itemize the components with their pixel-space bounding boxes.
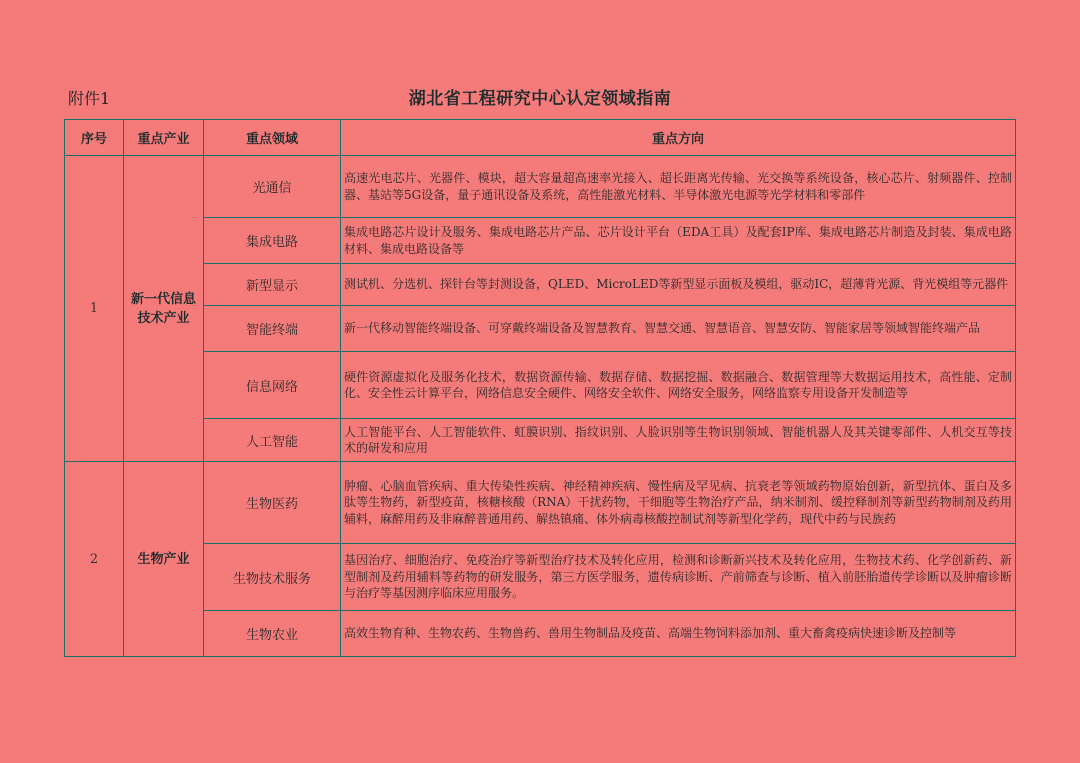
industry-cell: 生物产业: [124, 462, 204, 657]
table-row: [65, 218, 1016, 264]
field-cell: 信息网络: [204, 352, 341, 419]
seq-cell: 1: [65, 156, 124, 462]
table-header-row: [65, 120, 1016, 156]
header-seq: 序号: [65, 120, 124, 156]
direction-cell: 高效生物育种、生物农药、生物兽药、兽用生物制品及疫苗、高端生物饲料添加剂、重大畜禽疫病快速诊断及控制等: [341, 611, 1016, 657]
field-cell: 生物农业: [204, 611, 341, 657]
table-row: [65, 352, 1016, 419]
direction-cell: 人工智能平台、人工智能软件、虹膜识别、指纹识别、人脸识别等生物识别领域、智能机器人及其关键零部件、人机交互等技术的研发和应用: [341, 419, 1016, 462]
page-title: 湖北省工程研究中心认定领域指南: [408, 89, 672, 109]
direction-cell: 新一代移动智能终端设备、可穿戴终端设备及智慧教育、智慧交通、智慧语音、智慧安防、智能家居等领域智能终端产品: [341, 306, 1016, 352]
table-row: [65, 544, 1016, 611]
field-cell: 新型显示: [204, 264, 341, 306]
field-cell: 光通信: [204, 156, 341, 218]
direction-cell: 测试机、分选机、探针台等封测设备，QLED、MicroLED等新型显示面板及模组，驱动IC，超薄背光源、背光模组等元器件: [341, 264, 1016, 306]
field-cell: 智能终端: [204, 306, 341, 352]
table-row: [65, 156, 1016, 218]
table-row: [65, 462, 1016, 544]
header-direction: 重点方向: [341, 120, 1016, 156]
field-cell: 集成电路: [204, 218, 341, 264]
direction-cell: 高速光电芯片、光器件、模块，超大容量超高速率光接入、超长距离光传输、光交换等系统设备，核心芯片、射频器件、控制器、基站等5G设备，量子通讯设备及系统，高性能激光材料、半导体激光电源等光学材料和零部件: [341, 156, 1016, 218]
table-row: [65, 264, 1016, 306]
header-industry: 重点产业: [124, 120, 204, 156]
direction-cell: 肿瘤、心脑血管疾病、重大传染性疾病、神经精神疾病、慢性病及罕见病、抗衰老等领域药物原始创新，新型抗体、蛋白及多肽等生物药，新型疫苗，核糖核酸（RNA）干扰药物，干细胞等生物治疗产品，纳米制剂、缓控释制剂等新型药物制剂及药用辅料，麻醉用药及非麻醉普通用药、解热镇痛、体外病毒核酸控制试剂等新型化学药，现代中药与民族药: [341, 462, 1016, 544]
field-cell: 人工智能: [204, 419, 341, 462]
direction-cell: 基因治疗、细胞治疗、免疫治疗等新型治疗技术及转化应用，检测和诊断新兴技术及转化应用，生物技术药、化学创新药、新型制剂及药用辅料等药物的研发服务，第三方医学服务，遗传病诊断、产前筛查与诊断、植入前胚胎遗传学诊断以及肿瘤诊断与治疗等基因测序临床应用服务。: [341, 544, 1016, 611]
industry-cell: 新一代信息技术产业: [124, 156, 204, 462]
seq-cell: 2: [65, 462, 124, 657]
field-cell: 生物技术服务: [204, 544, 341, 611]
direction-cell: 硬件资源虚拟化及服务化技术，数据资源传输、数据存储、数据挖掘、数据融合、数据管理等大数据运用技术，高性能、定制化、安全性云计算平台，网络信息安全硬件、网络安全软件、网络安全服务，网络监察专用设备开发制造等: [341, 352, 1016, 419]
table-row: [65, 419, 1016, 462]
field-cell: 生物医药: [204, 462, 341, 544]
annex-label: 附件1: [68, 89, 111, 108]
table-row: [65, 306, 1016, 352]
guide-table: [64, 119, 1016, 657]
table-row: [65, 611, 1016, 657]
direction-cell: 集成电路芯片设计及服务、集成电路芯片产品、芯片设计平台（EDA工具）及配套IP库、集成电路芯片制造及封装、集成电路材料、集成电路设备等: [341, 218, 1016, 264]
header-field: 重点领域: [204, 120, 341, 156]
